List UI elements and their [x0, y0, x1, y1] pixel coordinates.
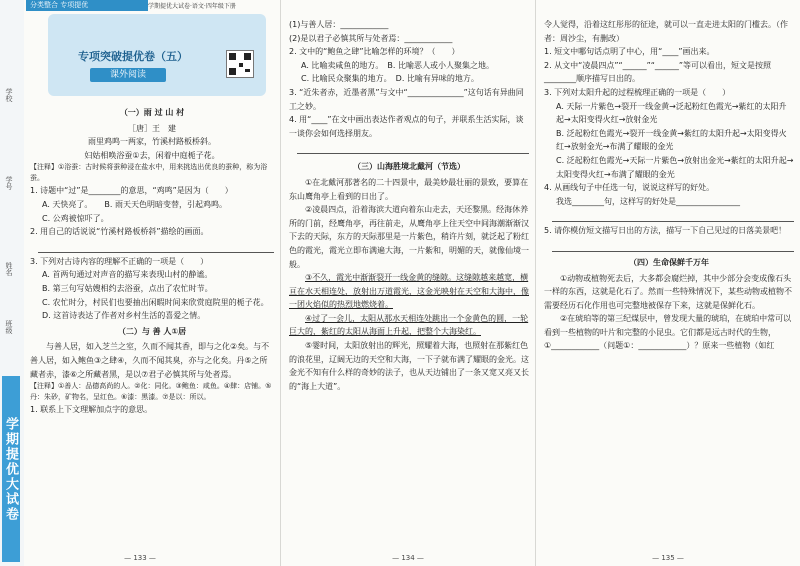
question-option: C. 泛起粉红色霞光→天际一片紫色→放射出金光→紫红的太阳升起→太阳变得火红→布满了耀眼的金光: [556, 155, 794, 179]
sidebar-label-id: 学号: [5, 176, 13, 190]
question: 1. 联系上下文理解加点字的意思。: [30, 405, 153, 415]
passage-text: 与善人居，如入芝兰之室，久而不闻其香，即与之化②矣。与不善人居，如入鲍鱼③之肆④，久而不闻其臭，亦与之化矣。丹⑤之所藏者赤，漆⑥之所藏者黑，是以⑦君子必慎其所与处者焉。: [30, 342, 270, 379]
sidebar-label-name: 姓名: [5, 262, 13, 276]
brand-band: 学期提优大试卷: [2, 376, 20, 562]
page-135: [535, 0, 800, 566]
sidebar-label-school: 学校: [5, 88, 13, 102]
passage-text: 令人觉得，沿着这红彤彤的征途，就可以一直走进太阳的门槛去。（作者：周沙尘，有删改）: [544, 20, 788, 43]
question: (2)是以君子必慎其所与处者焉：____________: [289, 33, 453, 43]
poem-line: 妇姑相唤浴蚕①去，闲着中庭栀子花。: [84, 150, 220, 160]
section-title: （三）山海胜境北戴河（节选）: [353, 162, 465, 172]
passage-paragraph: ①在北戴河那著名的二十四景中，最美妙最壮丽的景致，要算在东山鹰角亭上看到的日出了。: [289, 177, 529, 201]
question-option: A. 比喻卖咸鱼的地方。 B. 比喻恶人或小人聚集之地。: [301, 60, 494, 70]
page-133: [0, 0, 280, 566]
binding-strip: [0, 0, 24, 566]
exam-title: 专项突破提优卷（五）: [78, 50, 188, 63]
page-number: — 133 —: [124, 554, 156, 562]
page-number: — 135 —: [652, 554, 684, 562]
question: 3. 下列对古诗内容的理解不正确的一项是（ ）: [30, 256, 209, 266]
header-title: 学期提优大试卷·语文·四年级下册: [148, 3, 236, 10]
question-option: D. 这首诗表达了作者对乡村生活的喜爱之情。: [42, 311, 206, 321]
question: 1. 短文中哪句话点明了中心，用“____”画出来。: [544, 47, 715, 57]
poem-author: ［唐］王 建: [128, 123, 176, 133]
answer-line[interactable]: [297, 142, 529, 154]
answer-line[interactable]: [552, 240, 794, 252]
question: 4. 从画线句子中任选一句，说说这样写的好处。: [544, 183, 715, 193]
passage-paragraph: ②在琥珀等的第三纪煤层中，曾发现大量的琥珀，在琥珀中常可以看到一些植物的叶片和完整的小昆虫。它们都是远古时代的生物，①____________（问题①：____________）？原来一些植物（如红: [544, 314, 792, 351]
page-number: — 134 —: [392, 554, 424, 562]
page2-content: [289, 18, 529, 393]
passage-paragraph: ③不久，霞光中渐渐裂开一线金黄的缝隙。这缝隙越来越宽，横亘在水天相连处，放射出万道霞光，这金光映射在天空和大海中，像一团火焰似的热烈地燃烧着。: [289, 273, 529, 310]
annotation: 【注释】①善人：品德高尚的人。②化：同化。③鲍鱼：咸鱼。④肆：店铺。⑤丹：朱砂，矿物名，呈红色。⑥漆：黑漆。⑦是以：所以。: [30, 382, 272, 402]
question: 2. 从文中“凌晨四点”“______”“______”等可以看出，短文是按照________顺序描写日出的。: [544, 60, 772, 84]
question-option: A. 天快亮了。 B. 雨天天色明暗变替，引起鸡鸣。: [42, 199, 227, 209]
category-tag: 分类整合 专项提优: [26, 0, 148, 11]
question-option: A. 首两句通过对声音的描写来表现山村的静谧。: [42, 270, 213, 280]
page-134: [280, 0, 535, 566]
passage-paragraph: ④过了一会儿，太阳从那水天相连处跳出一个金黄色的圆，一轮巨大的，紫红的太阳从海面上升起，把整个大海染红。: [289, 313, 529, 337]
section-title: （一）雨 过 山 村: [119, 108, 185, 117]
poem-line: 雨里鸡鸣一两家，竹溪村路板桥斜。: [88, 137, 216, 147]
sidebar-label-class: 班级: [5, 320, 13, 334]
page3-content: [544, 18, 794, 353]
answer-line[interactable]: [552, 210, 794, 222]
question-option: B. 第三句写姑嫂相约去浴蚕，点出了农忙时节。: [42, 283, 213, 293]
question: (1)与善人居：____________: [289, 20, 389, 29]
exam-subtitle: 课外阅读: [90, 68, 166, 82]
question: 3. “近朱者赤，近墨者黑”与文中“______________”这句话有异曲同工之妙。: [289, 87, 524, 111]
answer-prompt: 我选________句，这样写的好处是________________: [556, 196, 740, 206]
question-option: C. 比喻民众聚集的地方。 D. 比喻有异味的地方。: [301, 74, 479, 84]
passage-paragraph: ⑤霎时间，太阳放射出的辉光，照耀着大海，也照射在那紫红色的浪花里，辽阔无边的天空和大海，一下子就布满了耀眼的金光。这金光不知有什么样的奇妙的法子，也从天边铺出了一条又宽又亮又长的“海上大道”。: [289, 341, 529, 391]
question: 5. 请你模仿短文描写日出的方法，描写一下自己见过的日落美景吧！: [544, 226, 787, 236]
question-option: C. 农忙时分，村民们也要抽出闲暇时间来欣赏庭院里的栀子花。: [42, 297, 269, 307]
passage-paragraph: ②凌晨四点，沿着海滨大道向着东山走去，天还黎黑。经海休养所的门前，经鹰角亭，再往前走，从鹰角亭上往天空中间海潮渐渐汉下去的天际，东方的天际那里是一片紫色，稍许片刻，就泛起了粉红色的霞光，霞光立即布满遍大海，一片紫和，明媚的天，就像仙境一般。: [289, 205, 529, 269]
question-option: A. 天际一片紫色→裂开一线金黄→泛起粉红色霞光→紫红的太阳升起→太阳变得火红→放射金光: [556, 101, 787, 125]
question-option: B. 泛起粉红色霞光→裂开一线金黄→紫红的太阳升起→太阳变得火红→放射金光→布满了耀眼的金光: [556, 128, 787, 152]
annotation: 【注释】①浴蚕：古时候将蚕种浸在盐水中，用来挑选出优良的蚕种，称为浴蚕。: [30, 163, 268, 183]
question: 2. 用自己的话说说“竹溪村路板桥斜”描绘的画面。: [30, 227, 209, 237]
answer-line[interactable]: [38, 241, 274, 253]
question-option: C. 公鸡被惊吓了。: [42, 213, 109, 223]
section-title: （四）生命保鲜千万年: [629, 257, 709, 267]
question: 4. 用“____”在文中画出表达作者观点的句子，并联系生活实际，谈一谈你会如何选择朋友。: [289, 115, 524, 138]
passage-paragraph: ①动物或植物死去后，大多都会腐烂掉，其中少部分会变成像石头一样的东西，这就是化石了。然而一些特殊情况下，某些动物或植物不需要经历石化作用也可完整地被保存下来，这就是保鲜化石。: [544, 273, 792, 310]
page1-content: [30, 104, 274, 417]
section-title: （二）与 善 人①居: [117, 326, 187, 336]
question: 1. 诗题中“过”是________的意思，“鸡鸣”是因为（ ）: [30, 186, 233, 196]
qr-code-icon: [226, 50, 254, 78]
question: 2. 文中的“鲍鱼之肆”比喻怎样的环境？（ ）: [289, 47, 460, 57]
question: 3. 下列对太阳升起的过程梳理正确的一项是（ ）: [544, 87, 731, 97]
